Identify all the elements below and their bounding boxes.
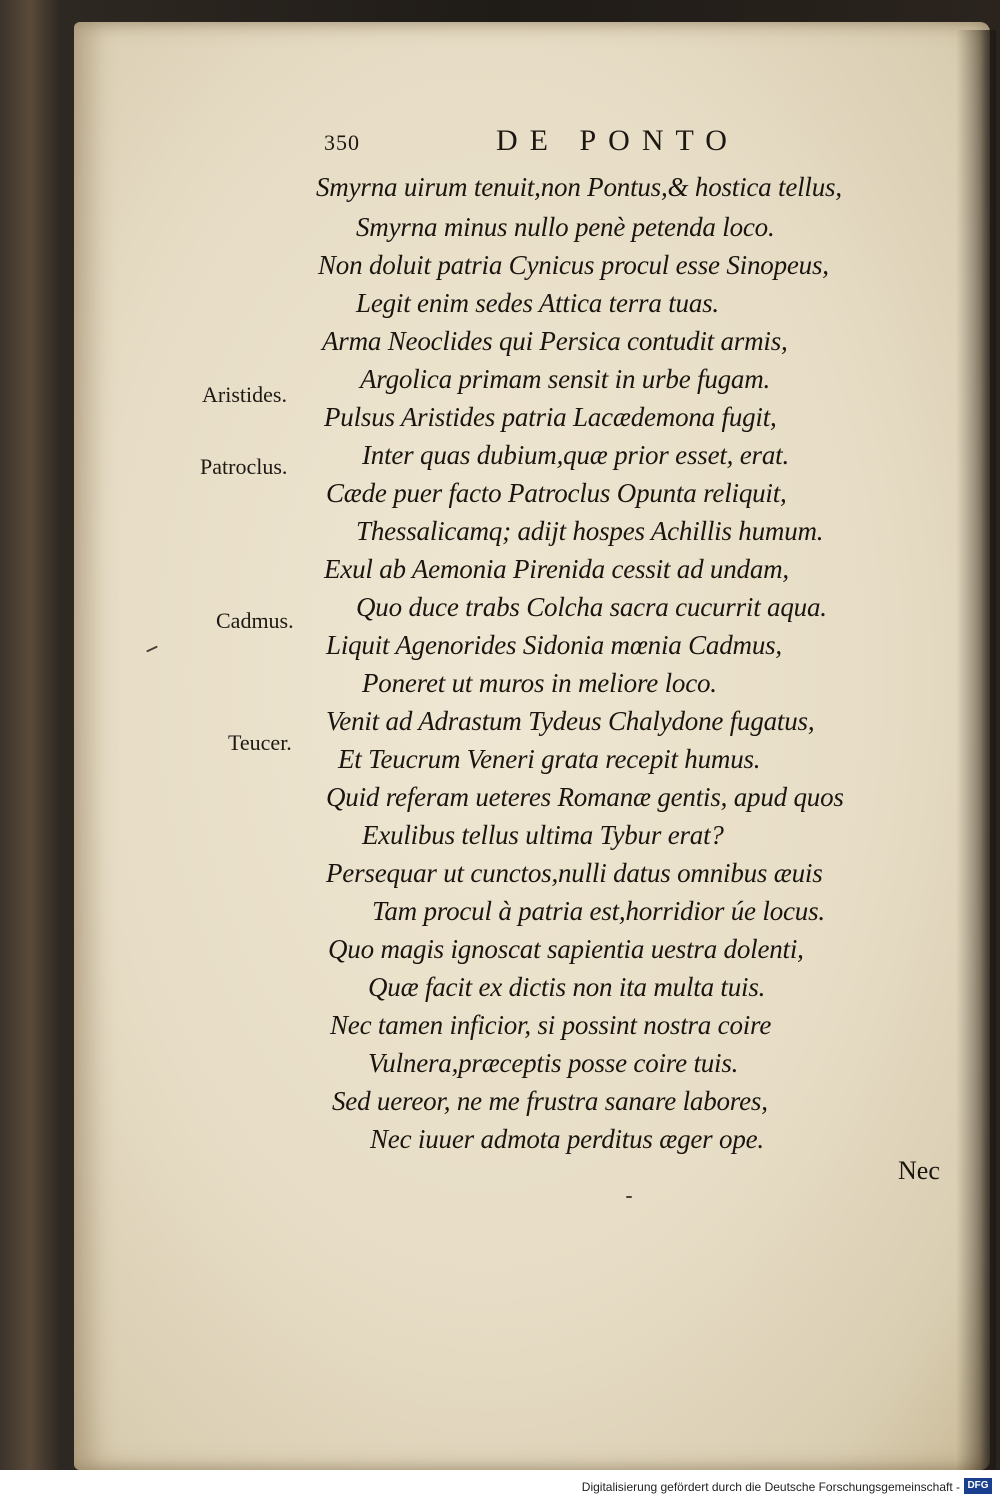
- verse-line: Tam procul à patria est,horridior úe locus.: [372, 896, 825, 926]
- verse-line: Nec tamen inficior, si possint nostra coire: [330, 1010, 772, 1040]
- verse-line: Pulsus Aristides patria Lacædemona fugit,: [324, 402, 777, 432]
- verse-line: Quo magis ignoscat sapientia uestra dolenti,: [328, 934, 804, 964]
- margin-note-teucer: Teucer.: [228, 730, 292, 755]
- running-head: [324, 124, 784, 168]
- verse-line: Quid referam ueteres Romanæ gentis, apud quos: [326, 782, 844, 812]
- verse-line: Exul ab Aemonia Pirenida cessit ad undam,: [324, 554, 789, 584]
- verse-line: Smyrna minus nullo penè petenda loco.: [356, 212, 775, 242]
- digitization-note: Digitalisierung gefördert durch die Deutsche Forschungsgemeinschaft -: [581, 1480, 960, 1494]
- verse-line: Persequar ut cunctos,nulli datus omnibus æuis: [326, 858, 823, 888]
- verse-line: Argolica primam sensit in urbe fugam.: [360, 364, 771, 394]
- verse-line: Et Teucrum Veneri grata recepit humus.: [338, 744, 761, 774]
- verse-line: Exulibus tellus ultima Tybur erat?: [362, 820, 724, 850]
- paper-speck: [626, 1196, 632, 1198]
- dfg-logo-icon: DFG: [964, 1478, 992, 1494]
- catchword: Nec: [898, 1156, 940, 1185]
- page-gutter-shadow: [956, 30, 996, 1470]
- verse-line: Liquit Agenorides Sidonia mœnia Cadmus,: [326, 630, 782, 660]
- verse-line: Smyrna uirum tenuit,non Pontus,& hostica tellus,: [316, 172, 842, 202]
- verse-line: Nec iuuer admota perditus æger ope.: [370, 1124, 764, 1154]
- page-number: 350: [324, 130, 360, 155]
- verse-line: Thessalicamq; adijt hospes Achillis humum.: [356, 516, 824, 546]
- verse-line: Quo duce trabs Colcha sacra cucurrit aqua.: [356, 592, 827, 622]
- verse-line: Sed uereor, ne me frustra sanare labores,: [332, 1086, 768, 1116]
- margin-note-patroclus: Patroclus.: [200, 454, 288, 479]
- verse-line: Non doluit patria Cynicus procul esse Sinopeus,: [318, 250, 829, 280]
- verse-line: Inter quas dubium,quæ prior esset, erat.: [362, 440, 789, 470]
- verse-line: Legit enim sedes Attica terra tuas.: [356, 288, 719, 318]
- verse-line: Venit ad Adrastum Tydeus Chalydone fugatus,: [326, 706, 815, 736]
- margin-note-aristides: Aristides.: [202, 382, 287, 407]
- verse-line: Cæde puer facto Patroclus Opunta reliquit,: [326, 478, 787, 508]
- running-title: DE PONTO: [496, 124, 739, 157]
- verse-line: Arma Neoclides qui Persica contudit armis,: [322, 326, 788, 356]
- verse-line: Vulnera,præceptis posse coire tuis.: [368, 1048, 739, 1078]
- verse-line: Quæ facit ex dictis non ita multa tuis.: [368, 972, 766, 1002]
- digitization-footer: [0, 1470, 1000, 1508]
- margin-note-cadmus: Cadmus.: [216, 608, 294, 633]
- verse-line: Poneret ut muros in meliore loco.: [362, 668, 717, 698]
